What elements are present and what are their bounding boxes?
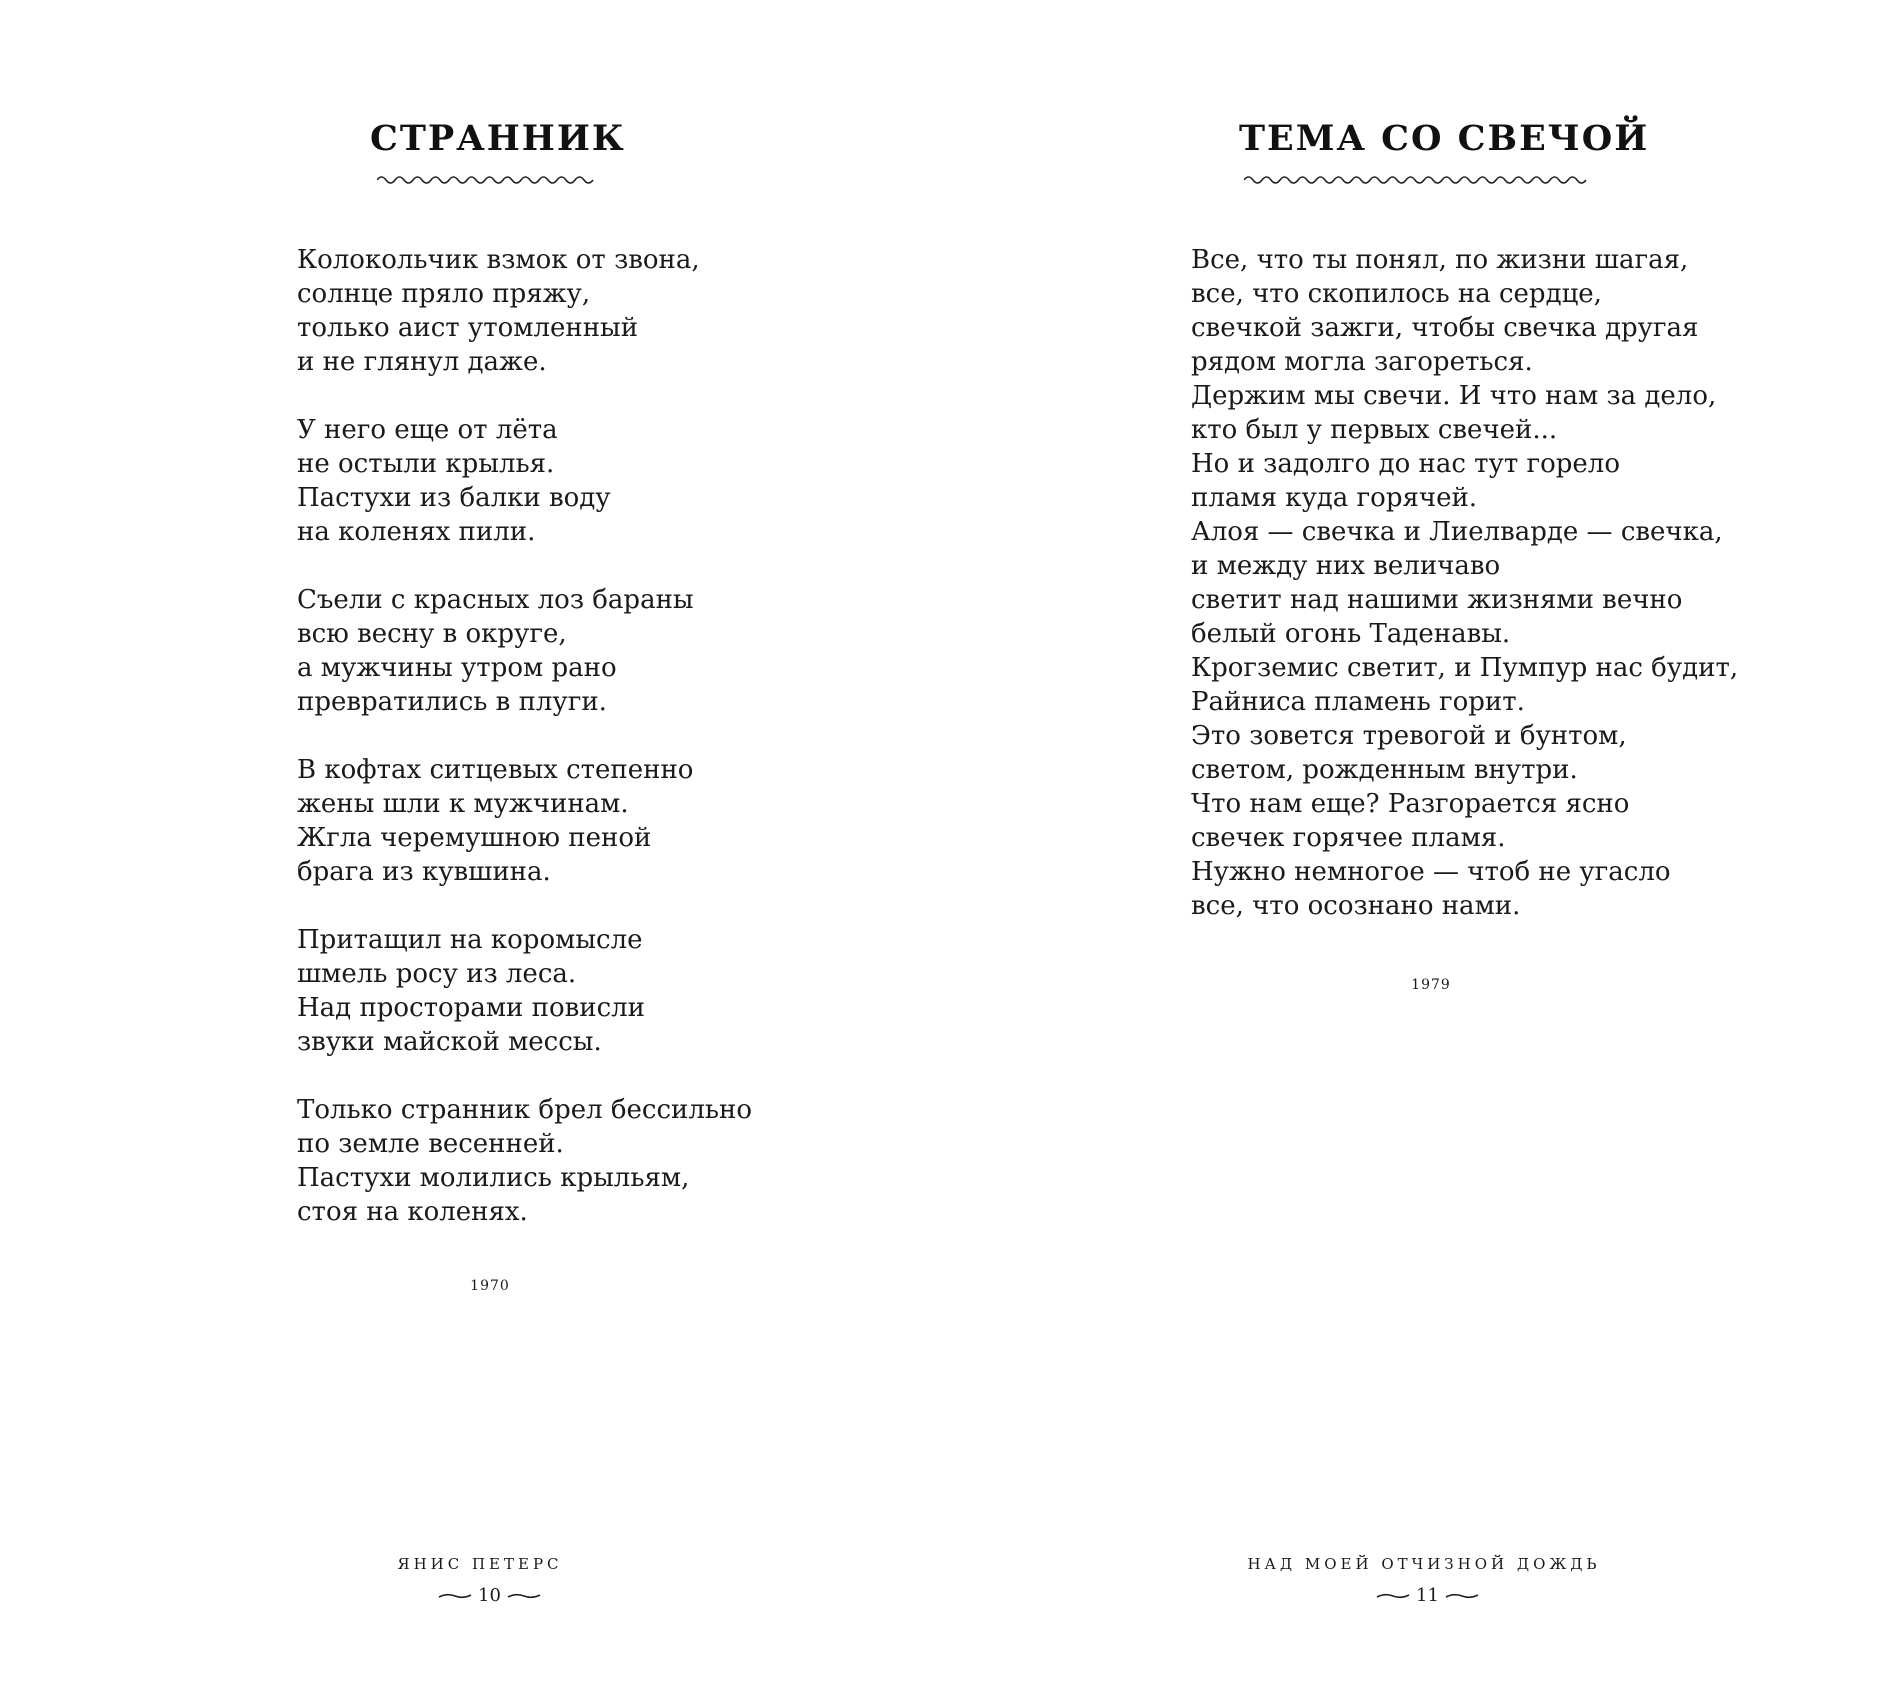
poem-line: рядом могла загореться.	[1191, 347, 1533, 377]
poem-line: Это зовется тревогой и бунтом,	[1191, 721, 1627, 751]
poem-line: У него еще от лёта	[297, 415, 558, 445]
poem-line: Но и задолго до нас тут горело	[1191, 449, 1620, 479]
poem-line: Только странник брел бессильно	[297, 1095, 753, 1125]
poem-line: Все, что ты понял, по жизни шагая,	[1191, 245, 1689, 275]
poem-line: и не глянул даже.	[297, 347, 547, 377]
poem-line: Колокольчик взмок от звона,	[297, 245, 700, 275]
poem-line: солнце пряло пряжу,	[297, 279, 591, 309]
poem-line: все, что скопилось на сердце,	[1191, 279, 1602, 309]
folio-tilde-ornament	[438, 1591, 472, 1601]
poem-line: шмель росу из леса.	[297, 959, 577, 989]
poem-line: на коленях пили.	[297, 517, 536, 547]
poem-line: свечкой зажги, чтобы свечка другая	[1191, 313, 1699, 343]
poem-line: а мужчины утром рано	[297, 653, 617, 683]
poem-year: 1970	[470, 1278, 510, 1294]
poem-line: Держим мы свечи. И что нам за дело,	[1191, 381, 1717, 411]
stanza	[297, 753, 752, 889]
page-number-value: 11	[1416, 1585, 1439, 1606]
poem-line: кто был у первых свечей...	[1191, 415, 1558, 445]
poem-line: звуки майской мессы.	[297, 1027, 602, 1057]
poem-title: СТРАННИК	[370, 118, 626, 159]
poem-line: свечек горячее пламя.	[1191, 823, 1506, 853]
poem-year: 1979	[1411, 977, 1451, 993]
poem-line: Нужно немногое — чтоб не угасло	[1191, 857, 1671, 887]
poem-line: Съели с красных лоз бараны	[297, 585, 694, 615]
poem-line: Алоя — свечка и Лиелварде — свечка,	[1191, 517, 1723, 547]
poem-line: брага из кувшина.	[297, 857, 551, 887]
poem-line: белый огонь Таденавы.	[1191, 619, 1511, 649]
page-number-value: 10	[478, 1585, 501, 1606]
poem-body	[1191, 243, 1738, 923]
page-number	[1376, 1585, 1479, 1606]
stanza	[297, 583, 752, 719]
folio-tilde-ornament	[507, 1591, 541, 1601]
poem-body	[297, 243, 752, 1263]
poem-line: Жгла черемушною пеной	[297, 823, 652, 853]
poem-line: Над просторами повисли	[297, 993, 645, 1023]
poem-line: только аист утомленный	[297, 313, 639, 343]
poem-line: Райниса пламень горит.	[1191, 687, 1525, 717]
poem-line: Пастухи молились крыльям,	[297, 1163, 690, 1193]
right-page	[944, 0, 1889, 1685]
poem-line: Крогземис светит, и Пумпур нас будит,	[1191, 653, 1739, 683]
poem-line: и между них величаво	[1191, 551, 1501, 581]
poem-title: ТЕМА СО СВЕЧОЙ	[1239, 118, 1650, 159]
folio-tilde-ornament	[1376, 1591, 1410, 1601]
left-page	[0, 0, 944, 1685]
stanza	[297, 1093, 752, 1229]
poem-line: светом, рожденным внутри.	[1191, 755, 1578, 785]
stanza	[297, 243, 752, 379]
running-head-book-title: НАД МОЕЙ ОТЧИЗНОЙ ДОЖДЬ	[1247, 1555, 1601, 1573]
poem-line: В кофтах ситцевых степенно	[297, 755, 694, 785]
page-number	[438, 1585, 541, 1606]
poem-line: пламя куда горячей.	[1191, 483, 1478, 513]
stanza	[297, 413, 752, 549]
poem-line: светит над нашими жизнями вечно	[1191, 585, 1683, 615]
poem-line: не остыли крылья.	[297, 449, 555, 479]
poem-line: всю весну в округе,	[297, 619, 567, 649]
poem-line: Притащил на коромысле	[297, 925, 643, 955]
poem-line: стоя на коленях.	[297, 1197, 528, 1227]
stanza	[297, 923, 752, 1059]
running-head-author: ЯНИС ПЕТЕРС	[397, 1555, 563, 1573]
poem-line: Что нам еще? Разгорается ясно	[1191, 789, 1630, 819]
poem-line: жены шли к мужчинам.	[297, 789, 629, 819]
title-wave-ornament	[377, 174, 595, 186]
poem-line: Пастухи из балки воду	[297, 483, 611, 513]
poem-line: все, что осознано нами.	[1191, 891, 1521, 921]
poem-line: по земле весенней.	[297, 1129, 564, 1159]
folio-tilde-ornament	[1445, 1591, 1479, 1601]
title-wave-ornament	[1244, 174, 1592, 186]
poem-line: превратились в плуги.	[297, 687, 607, 717]
